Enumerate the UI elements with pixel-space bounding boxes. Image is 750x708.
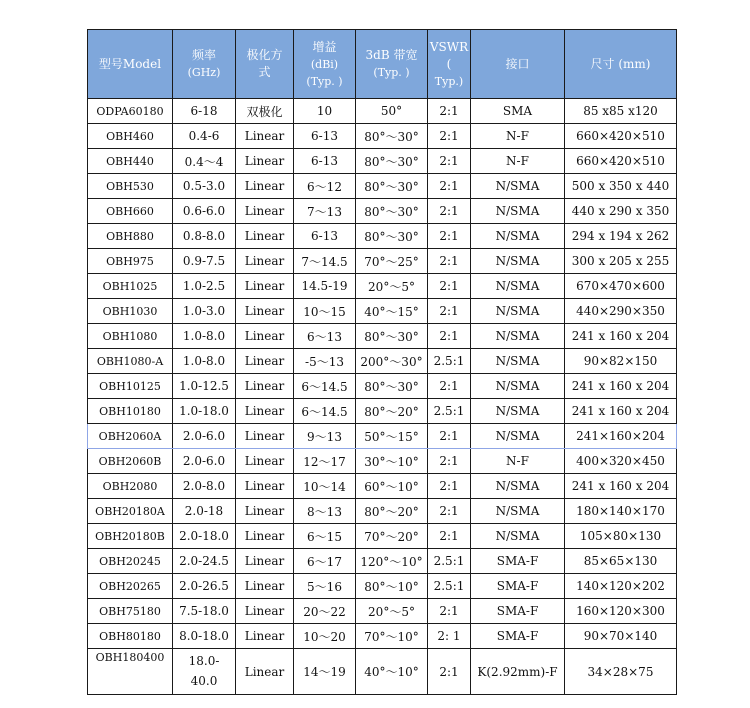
cell-dimensions: 85 x85 x120: [565, 99, 677, 124]
cell-polarization: Linear: [236, 224, 294, 249]
cell-vswr: 2.5:1: [428, 349, 471, 374]
cell-polarization: Linear: [236, 549, 294, 574]
cell-polarization: Linear: [236, 199, 294, 224]
cell-gain: 10～14: [294, 474, 356, 499]
cell-gain: 14.5-19: [294, 274, 356, 299]
cell-gain: 6-13: [294, 224, 356, 249]
cell-polarization: Linear: [236, 249, 294, 274]
cell-polarization: Linear: [236, 149, 294, 174]
cell-vswr: 2.5:1: [428, 399, 471, 424]
cell-beamwidth: 20°～5°: [356, 274, 428, 299]
cell-gain: 6～14.5: [294, 399, 356, 424]
cell-model: OBH1080: [88, 324, 173, 349]
cell-beamwidth: 20°～5°: [356, 599, 428, 624]
cell-dimensions: 500 x 350 x 440: [565, 174, 677, 199]
cell-vswr: 2:1: [428, 649, 471, 695]
cell-dimensions: 440 x 290 x 350: [565, 199, 677, 224]
header-gain: [294, 30, 356, 99]
cell-polarization: Linear: [236, 499, 294, 524]
header-frequency: [173, 30, 236, 99]
table-row: [88, 249, 677, 274]
cell-dimensions: 180×140×170: [565, 499, 677, 524]
cell-model: OBH20180B: [88, 524, 173, 549]
cell-gain: 6～15: [294, 524, 356, 549]
cell-gain: 12～17: [294, 449, 356, 474]
header-polarization-label: 极化方 式: [246, 48, 283, 79]
table-row: [88, 624, 677, 649]
header-model: [88, 30, 173, 99]
header-connector-label: 接口: [505, 56, 530, 71]
cell-frequency: 2.0-26.5: [173, 574, 236, 599]
cell-vswr: 2:1: [428, 199, 471, 224]
cell-frequency: 1.0-2.5: [173, 274, 236, 299]
cell-beamwidth: 80°～10°: [356, 574, 428, 599]
header-polarization: [236, 30, 294, 99]
cell-frequency: 2.0-6.0: [173, 424, 236, 449]
cell-model: ODPA60180: [88, 99, 173, 124]
table-row: [88, 99, 677, 124]
cell-frequency: 2.0-24.5: [173, 549, 236, 574]
cell-vswr: 2:1: [428, 224, 471, 249]
cell-polarization: Linear: [236, 374, 294, 399]
header-frequency-unit: (GHz): [187, 66, 221, 79]
cell-beamwidth: 70°～25°: [356, 249, 428, 274]
cell-beamwidth: 80°～20°: [356, 399, 428, 424]
cell-model: OBH2080: [88, 474, 173, 499]
cell-connector: N/SMA: [471, 174, 565, 199]
cell-dimensions: 670×470×600: [565, 274, 677, 299]
table-row: [88, 199, 677, 224]
cell-dimensions: 105×80×130: [565, 524, 677, 549]
cell-gain: 10～20: [294, 624, 356, 649]
table-row: [88, 549, 677, 574]
cell-vswr: 2:1: [428, 599, 471, 624]
cell-frequency: 8.0-18.0: [173, 624, 236, 649]
table-body: [88, 99, 677, 695]
cell-gain: 6-13: [294, 124, 356, 149]
cell-connector: N/SMA: [471, 399, 565, 424]
cell-beamwidth: 70°～20°: [356, 524, 428, 549]
cell-vswr: 2:1: [428, 499, 471, 524]
cell-vswr: 2:1: [428, 149, 471, 174]
cell-model: OBH440: [88, 149, 173, 174]
cell-model: OBH20180A: [88, 499, 173, 524]
header-3db-beamwidth-label: 3dB 带宽: [365, 48, 418, 62]
cell-model: OBH75180: [88, 599, 173, 624]
table-row: [88, 124, 677, 149]
cell-beamwidth: 30°～10°: [356, 449, 428, 474]
cell-connector: SMA-F: [471, 624, 565, 649]
cell-vswr: 2:1: [428, 174, 471, 199]
cell-model: OBH880: [88, 224, 173, 249]
table-row: [88, 599, 677, 624]
cell-frequency: 6-18: [173, 99, 236, 124]
cell-connector: N-F: [471, 449, 565, 474]
cell-vswr: 2:1: [428, 124, 471, 149]
header-vswr-unit: Typ.): [434, 74, 464, 88]
cell-gain: 10～15: [294, 299, 356, 324]
cell-vswr: 2:1: [428, 449, 471, 474]
cell-beamwidth: 80°～30°: [356, 199, 428, 224]
cell-dimensions: 241×160×204: [565, 424, 677, 449]
cell-dimensions: 300 x 205 x 255: [565, 249, 677, 274]
cell-polarization: Linear: [236, 624, 294, 649]
cell-vswr: 2.5:1: [428, 549, 471, 574]
cell-gain: 5～16: [294, 574, 356, 599]
cell-connector: N/SMA: [471, 224, 565, 249]
cell-connector: N/SMA: [471, 274, 565, 299]
header-gain-unit: (dBi) (Typ. ): [306, 57, 343, 88]
cell-connector: SMA-F: [471, 574, 565, 599]
cell-model: OBH20245: [88, 549, 173, 574]
cell-dimensions: 241 x 160 x 204: [565, 324, 677, 349]
cell-gain: 7～13: [294, 199, 356, 224]
cell-connector: N/SMA: [471, 524, 565, 549]
cell-frequency: 7.5-18.0: [173, 599, 236, 624]
table-row: [88, 374, 677, 399]
cell-vswr: 2:1: [428, 299, 471, 324]
cell-frequency: 2.0-18: [173, 499, 236, 524]
table-row: [88, 299, 677, 324]
cell-beamwidth: 60°～10°: [356, 474, 428, 499]
cell-frequency: 1.0-8.0: [173, 324, 236, 349]
cell-polarization: Linear: [236, 399, 294, 424]
cell-gain: 7～14.5: [294, 249, 356, 274]
cell-polarization: Linear: [236, 124, 294, 149]
header-frequency-label: 频率: [191, 48, 216, 62]
header-gain-label: 增益: [312, 39, 337, 54]
cell-gain: 20～22: [294, 599, 356, 624]
cell-polarization: Linear: [236, 449, 294, 474]
header-3db-beamwidth-unit: (Typ. ): [373, 66, 410, 79]
cell-connector: N-F: [471, 149, 565, 174]
table-row: [88, 649, 677, 695]
cell-connector: SMA-F: [471, 549, 565, 574]
cell-polarization: 双极化: [236, 99, 294, 124]
table-row: [88, 274, 677, 299]
cell-frequency: 1.0-12.5: [173, 374, 236, 399]
cell-vswr: 2:1: [428, 374, 471, 399]
cell-gain: 6～12: [294, 174, 356, 199]
cell-model: OBH20265: [88, 574, 173, 599]
cell-beamwidth: 40°～15°: [356, 299, 428, 324]
cell-vswr: 2:1: [428, 424, 471, 449]
spec-table-container: [87, 29, 677, 695]
cell-beamwidth: 80°～30°: [356, 224, 428, 249]
cell-beamwidth: 50°: [356, 99, 428, 124]
cell-connector: SMA-F: [471, 599, 565, 624]
cell-dimensions: 34×28×75: [565, 649, 677, 695]
cell-polarization: Linear: [236, 299, 294, 324]
cell-polarization: Linear: [236, 424, 294, 449]
cell-beamwidth: 200°～30°: [356, 349, 428, 374]
cell-beamwidth: 80°～20°: [356, 499, 428, 524]
cell-frequency: 0.9-7.5: [173, 249, 236, 274]
cell-polarization: Linear: [236, 274, 294, 299]
header-row: [88, 30, 677, 99]
cell-gain: 8～13: [294, 499, 356, 524]
cell-dimensions: 400×320×450: [565, 449, 677, 474]
cell-dimensions: 660×420×510: [565, 124, 677, 149]
table-row: [88, 149, 677, 174]
cell-polarization: Linear: [236, 574, 294, 599]
cell-dimensions: 241 x 160 x 204: [565, 374, 677, 399]
cell-dimensions: 241 x 160 x 204: [565, 399, 677, 424]
cell-beamwidth: 80°～30°: [356, 324, 428, 349]
cell-beamwidth: 80°～30°: [356, 124, 428, 149]
table-row: [88, 574, 677, 599]
cell-connector: N/SMA: [471, 199, 565, 224]
cell-model: OBH1025: [88, 274, 173, 299]
cell-connector: N/SMA: [471, 249, 565, 274]
cell-gain: 14～19: [294, 649, 356, 695]
table-row: [88, 524, 677, 549]
cell-polarization: Linear: [236, 174, 294, 199]
cell-polarization: Linear: [236, 474, 294, 499]
cell-beamwidth: 40°～10°: [356, 649, 428, 695]
table-row: [88, 449, 677, 474]
cell-connector: K(2.92mm)-F: [471, 649, 565, 695]
cell-dimensions: 241 x 160 x 204: [565, 474, 677, 499]
cell-gain: 6～17: [294, 549, 356, 574]
table-row: [88, 424, 677, 449]
header-vswr-label: VSWR (: [429, 39, 469, 71]
cell-model: OBH10125: [88, 374, 173, 399]
cell-dimensions: 140×120×202: [565, 574, 677, 599]
cell-gain: 9～13: [294, 424, 356, 449]
cell-polarization: Linear: [236, 599, 294, 624]
cell-beamwidth: 120°～10°: [356, 549, 428, 574]
cell-gain: 6～13: [294, 324, 356, 349]
cell-gain: -5～13: [294, 349, 356, 374]
cell-dimensions: 85×65×130: [565, 549, 677, 574]
table-row: [88, 399, 677, 424]
cell-dimensions: 90×82×150: [565, 349, 677, 374]
cell-model: OBH460: [88, 124, 173, 149]
cell-frequency: 0.4-6: [173, 124, 236, 149]
cell-frequency: 0.4～4: [173, 149, 236, 174]
cell-connector: N/SMA: [471, 299, 565, 324]
cell-vswr: 2:1: [428, 249, 471, 274]
cell-beamwidth: 80°～30°: [356, 149, 428, 174]
cell-model: OBH1080-A: [88, 349, 173, 374]
cell-connector: N/SMA: [471, 499, 565, 524]
cell-frequency: 2.0-6.0: [173, 449, 236, 474]
cell-gain: 6～14.5: [294, 374, 356, 399]
cell-beamwidth: 70°～10°: [356, 624, 428, 649]
cell-vswr: 2: 1: [428, 624, 471, 649]
cell-vswr: 2:1: [428, 99, 471, 124]
cell-connector: N/SMA: [471, 324, 565, 349]
cell-vswr: 2:1: [428, 274, 471, 299]
cell-model: OBH530: [88, 174, 173, 199]
cell-model: OBH2060A: [88, 424, 173, 449]
cell-gain: 6-13: [294, 149, 356, 174]
cell-vswr: 2:1: [428, 474, 471, 499]
cell-frequency: 1.0-8.0: [173, 349, 236, 374]
cell-connector: N/SMA: [471, 349, 565, 374]
table-row: [88, 499, 677, 524]
cell-frequency: 1.0-18.0: [173, 399, 236, 424]
cell-connector: SMA: [471, 99, 565, 124]
cell-gain: 10: [294, 99, 356, 124]
cell-dimensions: 294 x 194 x 262: [565, 224, 677, 249]
cell-frequency: 2.0-8.0: [173, 474, 236, 499]
cell-frequency: 0.8-8.0: [173, 224, 236, 249]
cell-dimensions: 90×70×140: [565, 624, 677, 649]
cell-vswr: 2:1: [428, 524, 471, 549]
cell-vswr: 2:1: [428, 324, 471, 349]
cell-vswr: 2.5:1: [428, 574, 471, 599]
cell-frequency: 0.6-6.0: [173, 199, 236, 224]
cell-beamwidth: 80°～30°: [356, 374, 428, 399]
cell-connector: N/SMA: [471, 424, 565, 449]
cell-model: OBH180400: [88, 649, 173, 695]
cell-dimensions: 440×290×350: [565, 299, 677, 324]
table-row: [88, 224, 677, 249]
cell-frequency: 1.0-3.0: [173, 299, 236, 324]
cell-model: OBH80180: [88, 624, 173, 649]
cell-model: OBH1030: [88, 299, 173, 324]
header-vswr: [428, 30, 471, 99]
header-3db-beamwidth: [356, 30, 428, 99]
header-connector: [471, 30, 565, 99]
header-dimensions-label: 尺寸 (mm): [590, 56, 651, 71]
cell-model: OBH975: [88, 249, 173, 274]
table-row: [88, 349, 677, 374]
cell-model: OBH660: [88, 199, 173, 224]
cell-connector: N/SMA: [471, 474, 565, 499]
cell-dimensions: 160×120×300: [565, 599, 677, 624]
header-model-label: 型号Model: [98, 56, 162, 71]
cell-polarization: Linear: [236, 349, 294, 374]
cell-frequency: 18.0- 40.0: [173, 649, 236, 695]
cell-polarization: Linear: [236, 524, 294, 549]
cell-polarization: Linear: [236, 324, 294, 349]
cell-connector: N-F: [471, 124, 565, 149]
cell-connector: N/SMA: [471, 374, 565, 399]
cell-beamwidth: 80°～30°: [356, 174, 428, 199]
table-row: [88, 174, 677, 199]
cell-frequency: 0.5-3.0: [173, 174, 236, 199]
cell-polarization: Linear: [236, 649, 294, 695]
cell-dimensions: 660×420×510: [565, 149, 677, 174]
table-row: [88, 474, 677, 499]
table-row: [88, 324, 677, 349]
cell-model: OBH2060B: [88, 449, 173, 474]
cell-beamwidth: 50°～15°: [356, 424, 428, 449]
antenna-spec-table: [87, 29, 677, 695]
cell-model: OBH10180: [88, 399, 173, 424]
cell-frequency: 2.0-18.0: [173, 524, 236, 549]
header-dimensions: [565, 30, 677, 99]
